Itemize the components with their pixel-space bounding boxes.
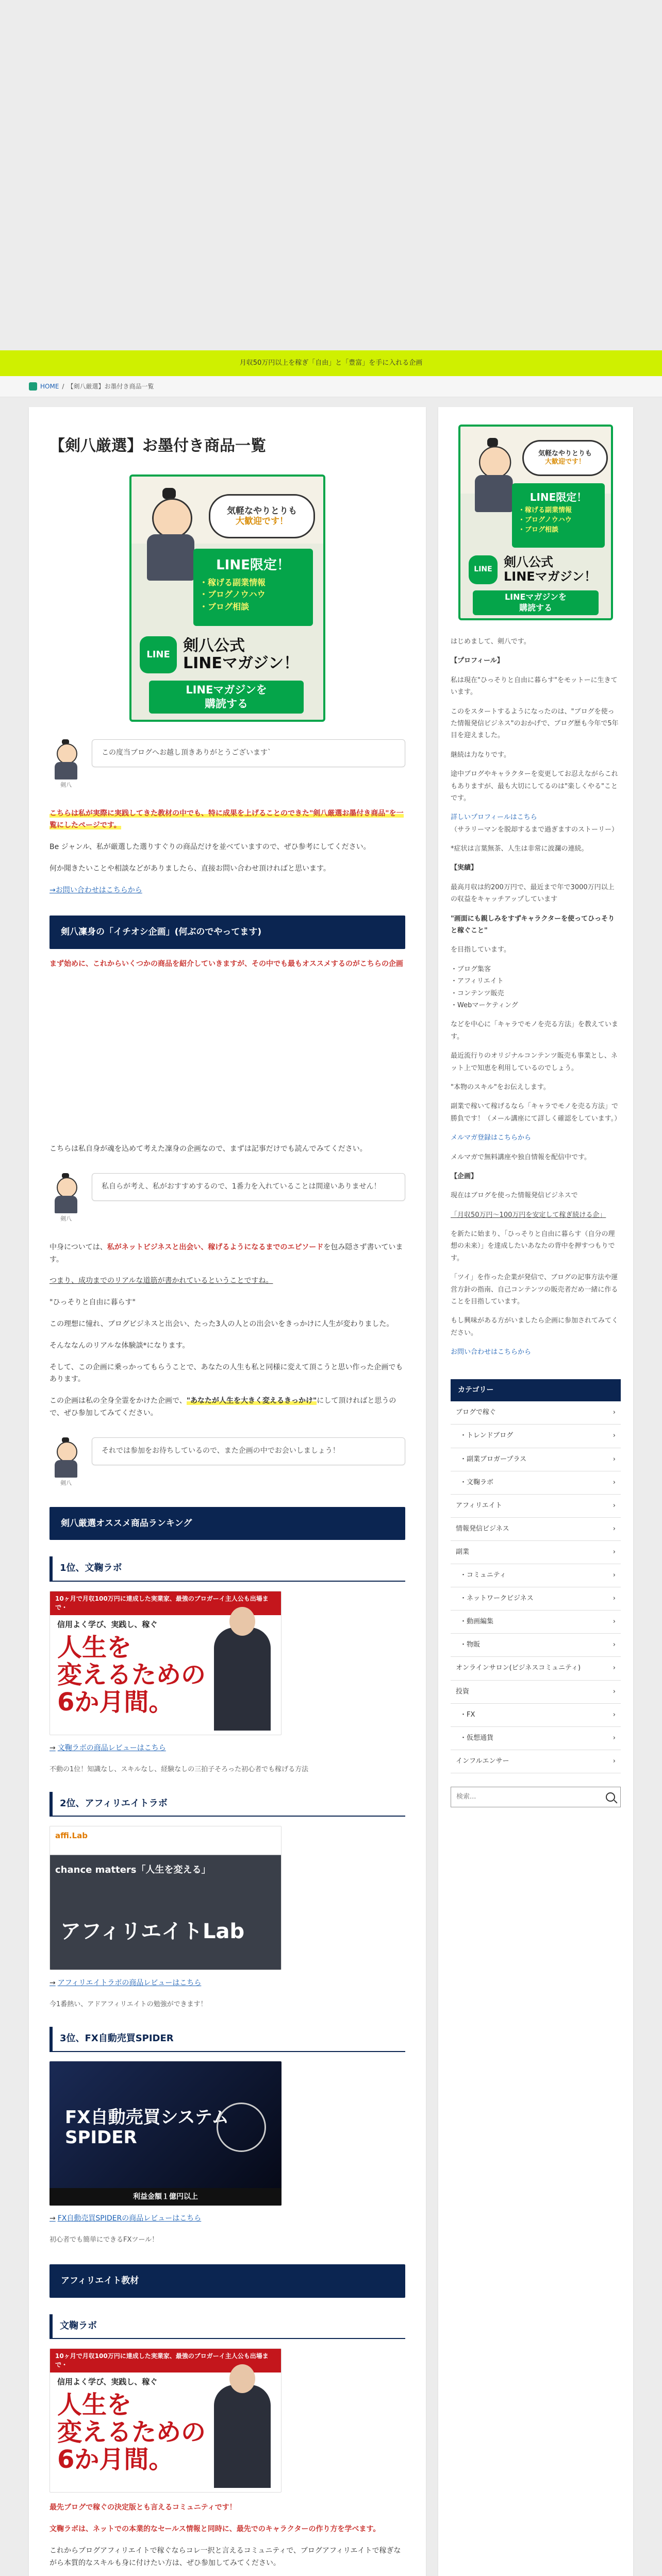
chevron-right-icon: ›: [613, 1432, 616, 1440]
affi-1-heading: 文鞠ラボ: [49, 2314, 405, 2340]
speech-row-1: [49, 739, 405, 790]
avatar-label: 剣八: [60, 1479, 72, 1486]
affi-1-p1-post: は、ネットでの本業的なセールス情報と同時に、最先でのキャラクターの作り方を学べます。: [78, 2525, 380, 2534]
intro-highlight-text: こちらは私が実際に実践してきた教材の中でも、特に成果を上げることのできた"剣八厳選お墨付き商品"を一覧にしたページです。: [49, 809, 404, 830]
speech-line-1: 気軽なやりとりも: [227, 505, 297, 516]
chevron-right-icon: ›: [613, 1641, 616, 1649]
line-limited-box: [512, 483, 605, 548]
speech-line-2: 大歓迎です！: [236, 516, 288, 527]
affi-1-p1-pre: 文鞠ラボ: [49, 2525, 78, 2534]
category-label[interactable]: ・動画編集: [460, 1618, 494, 1626]
rank-3-heading: 3位、FX自動売買SPIDER: [49, 2027, 405, 2052]
affi-1-banner-mid: 信用よく学び、実践し、稼ぐ: [57, 2377, 158, 2386]
line-brand-1: 剣八公式: [504, 555, 553, 570]
category-label[interactable]: 投資: [456, 1687, 470, 1696]
category-item[interactable]: [451, 1611, 621, 1634]
plan-4: 「ツイ」を作った企業が発信で、ブログの記事方法や運営方針の指南、自己コンテンツの販売者だめ一緒に作ることを目指しています。: [451, 1274, 618, 1306]
chevron-right-icon: ›: [613, 1710, 616, 1719]
spider-icon: [217, 2103, 266, 2152]
story-1-pre: 中身については、: [49, 1243, 107, 1251]
affi-1-paragraph-1: [49, 2523, 405, 2536]
embedded-media-area[interactable]: [49, 979, 405, 1134]
avatar: [49, 739, 82, 790]
chevron-right-icon: ›: [613, 1595, 616, 1603]
rank-3-banner-line-1: FX自動売買システム: [65, 2107, 229, 2128]
chevron-right-icon: ›: [613, 1757, 616, 1765]
rank-1-description: 不動の1位！知識なし、スキルなし、経験なしの三拍子そろった初心者でも稼げる方法: [49, 1765, 309, 1773]
contact-link[interactable]: →お問い合わせはこちらから: [49, 886, 142, 894]
category-label[interactable]: オンラインサロン(ビジネスコミュニティ): [456, 1664, 581, 1672]
categories-heading: カテゴリー: [451, 1379, 621, 1402]
rank-1-banner-mid: 信用よく学び、実践し、稼ぐ: [57, 1619, 158, 1629]
category-item[interactable]: [451, 1495, 621, 1518]
profile-2: このをスタートするようになったのは、"ブログを使った情報発信ビジネス"のおかげで、ブログ歴も今年で5年目を迎えました。: [451, 707, 619, 740]
chevron-right-icon: ›: [613, 1409, 616, 1417]
rank-2-review-link[interactable]: → アフィリエイトラボの商品レビューはこちら: [49, 1979, 202, 1988]
chevron-right-icon: ›: [613, 1618, 616, 1626]
breadcrumb-bar: [0, 376, 662, 397]
story-2-underline: つまり、成功までのリアルな道筋が書かれているということですね。: [49, 1277, 273, 1285]
line-benefit-2: ・ブログノウハウ: [518, 516, 572, 524]
line-brand-2: LINEマガジン！: [504, 569, 597, 584]
affi-1-banner-big-2: 変えるための: [57, 2418, 206, 2447]
page-title: 【剣八厳選】お墨付き商品一覧: [49, 437, 266, 455]
samurai-mascot-illustration: [142, 488, 198, 581]
profile-4: 途中ブログやキャラクターを変更してお忍えながらこれもありますが、最も大切にしてるのは"楽しくやる"ことです。: [451, 770, 618, 802]
chevron-right-icon: ›: [613, 1548, 616, 1556]
sidebar-line-banner[interactable]: [458, 425, 613, 620]
category-label[interactable]: ・副業ブロガープラス: [460, 1455, 526, 1463]
speech-bubble: それでは参加をお待ちしているので、また企画の中でお会いしましょう！: [92, 1437, 405, 1465]
line-limited-heading: LINE限定！: [529, 491, 587, 503]
story-7-highlight: "あなたが人生を大きく変えるきっかけ": [186, 1397, 317, 1405]
plan-title: 【企画】: [451, 1172, 478, 1180]
speech-bubble: この度当ブログへお越し頂きありがとうございます`: [92, 739, 405, 767]
breadcrumb-separator: /: [62, 383, 64, 390]
line-magazine-banner[interactable]: [129, 474, 325, 722]
ranking-heading: 剣八厳選オススメ商品ランキング: [49, 1507, 405, 1540]
profile-note: （サラリーマンを脱却するまで過ぎますのストーリー）: [451, 825, 619, 834]
result-3: を目指しています。: [451, 946, 510, 954]
chevron-right-icon: ›: [613, 1524, 616, 1533]
plan-3: を新たに始まり、「ひっそりと自由に暮らす（自分の理想の未来）」を達成したいあなたの背中を押すつもりです。: [451, 1230, 615, 1262]
profile-3: 継続は力なりです。: [451, 751, 510, 759]
line-btn-line-1: LINEマガジンを: [186, 683, 267, 696]
category-label[interactable]: ・コミュニティ: [460, 1571, 506, 1580]
category-item[interactable]: [451, 1448, 621, 1471]
affiliate-heading: アフィリエイト教材: [49, 2264, 405, 2298]
line-brand-row: [140, 636, 299, 673]
chevron-right-icon: ›: [613, 1571, 616, 1580]
person-photo: [214, 2385, 271, 2488]
story-paragraph-2: [49, 1275, 405, 1287]
category-label[interactable]: アフィリエイト: [456, 1501, 502, 1510]
rank-2-banner-big: アフィリエイトLab: [60, 1920, 245, 1944]
category-label[interactable]: ブログで稼ぐ: [456, 1409, 496, 1417]
rank-3-banner[interactable]: [49, 2061, 282, 2206]
skills-list: [451, 963, 621, 1012]
skill-1: ・ブログ集客: [451, 965, 491, 973]
speech-line-2: 大歓迎です！: [544, 458, 585, 466]
category-item[interactable]: [451, 1401, 621, 1425]
intro-highlight: [49, 808, 405, 833]
search-button[interactable]: [601, 1787, 620, 1807]
line-subscribe-button[interactable]: [149, 681, 304, 714]
rank-1-banner-big-1: 人生を: [57, 1633, 132, 1663]
plan-1: 現在はブログを使った情報発信ビジネスで: [451, 1192, 578, 1200]
story-paragraph-4: この理想に憧れ、ブログビジネスと出会い、たった3人の人との出会いをきっかけに人生が変わりました。: [49, 1320, 394, 1329]
line-logo-icon: LINE: [140, 636, 177, 673]
category-item[interactable]: [451, 1704, 621, 1727]
avatar: [49, 1437, 82, 1488]
skill-2: ・アフィリエイト: [451, 977, 504, 986]
rank-3-description: 初心者でも簡単にできるFXツール！: [49, 2235, 159, 2244]
skill-4: ・Webマーケティング: [451, 1001, 518, 1009]
line-brand-row: [469, 555, 597, 584]
rank-3-banner-line-2: SPIDER: [65, 2127, 137, 2148]
line-limited-box: [193, 549, 313, 626]
top-notice-bar[interactable]: [0, 350, 662, 376]
profile-5: *症状は言葉無茶、人生は非常に波瀾の連続。: [451, 845, 588, 853]
story-paragraph-6: そして、この企画に乗っかってもらうことで、あなたの人生も私と同様に変えて頂こうと思い作った企画でもあります。: [49, 1363, 403, 1384]
skill-3: ・コンテンツ販売: [451, 989, 504, 997]
affi-1-paragraph-2: これからブログアフィリエイトで稼ぐならコレ一択と言えるコミュニティで、ブログアフィリエイトで稼ぎながら本質的なスキルも身に付けたい方は、ぜひ参加してみてください。: [49, 2546, 401, 2567]
category-item[interactable]: [451, 1681, 621, 1704]
speech-row-3: [49, 1437, 405, 1488]
rank-1-banner[interactable]: [49, 1591, 282, 1735]
mail-link[interactable]: メルマガ登録はこちらから: [451, 1134, 532, 1142]
speech-bubble: 私自らが考え、私がおすすめするので、1番力を入れていることは間違いありません！: [92, 1173, 405, 1201]
category-label[interactable]: ・FX: [460, 1710, 475, 1719]
affi-1-banner[interactable]: [49, 2348, 282, 2493]
affi-lab-logo: affi.Lab: [55, 1831, 88, 1841]
line-btn-line-2: 購読する: [205, 698, 248, 710]
chevron-right-icon: ›: [613, 1664, 616, 1672]
result-1: 最高月収は約200万円で、最近まで年で3000万円以上の収益をキャッチアップしています: [451, 883, 615, 904]
breadcrumb-home-link[interactable]: HOME: [40, 383, 59, 390]
rank-3-banner-foot: 利益金額１億円以上: [49, 2188, 282, 2206]
home-icon[interactable]: [29, 382, 37, 391]
story-7-pre: この企画は私の全身全霊をかけた企画で、: [49, 1397, 187, 1405]
profile-title: 【プロフィール】: [451, 657, 504, 665]
rank-2-description: 今1番熱い、アドアフィリエイトの勉強ができます！: [49, 2001, 207, 2009]
categories-list: [451, 1401, 621, 1773]
profile-link-row: [451, 811, 621, 836]
category-item[interactable]: [451, 1518, 621, 1541]
rank-3-review-link[interactable]: → FX自動売買SPIDERの商品レビューはこちら: [49, 2214, 202, 2223]
plan-5: もし興味がある方がいましたら企画に参加されてみてください。: [451, 1317, 619, 1337]
sidebar-search: [451, 1787, 621, 1807]
plan-2: [451, 1209, 621, 1221]
line-limited-heading: LINE限定！: [216, 557, 290, 573]
line-brand-1: 剣八公式: [183, 636, 245, 655]
story-paragraph-1: [49, 1242, 405, 1266]
avatar: [49, 1173, 82, 1224]
result-7: 副業で稼いて稼げるなら「キャラでモノを売る方法」で勝負です！（メール講座にて詳しく確認をしています。）: [451, 1103, 621, 1123]
chevron-right-icon: ›: [613, 1501, 616, 1510]
line-logo-icon: LINE: [469, 555, 498, 584]
category-item[interactable]: [451, 1634, 621, 1657]
intro-paragraph-2: Be ジャンル、私が厳選した選りすぐりの商品だけを並べていますので、ぜひ参考にしてください。: [49, 843, 371, 852]
rank-1-banner-big-2: 変えるための: [57, 1660, 206, 1689]
samurai-mascot-illustration: [471, 438, 516, 512]
rank-1-review-link-text[interactable]: 文鞠ラボの商品レビューはこちら: [57, 1743, 166, 1752]
search-icon: [606, 1792, 615, 1802]
profile-link[interactable]: 詳しいプロフィールはこちら: [451, 814, 537, 822]
affi-1-banner-big-1: 人生を: [57, 2391, 132, 2420]
category-label[interactable]: ・トレンドブログ: [460, 1432, 514, 1440]
rank-2-banner[interactable]: [49, 1826, 282, 1970]
category-label[interactable]: 情報発信ビジネス: [456, 1524, 509, 1533]
chevron-right-icon: ›: [613, 1478, 616, 1486]
main-article: [29, 407, 426, 2576]
line-benefit-2: ・ブログノウハウ: [200, 589, 266, 600]
rank-1-review-link[interactable]: → 文鞠ラボの商品レビューはこちら: [49, 1743, 166, 1752]
line-btn-line-1: LINEマガジンを: [504, 592, 567, 602]
result-title: 【実績】: [451, 864, 478, 872]
rank-2-heading: 2位、アフィリエイトラボ: [49, 1792, 405, 1817]
breadcrumb: [29, 381, 154, 392]
story-1-emphasis: 私がネットビジネスと出会い、稼げるようになるまでのエピソード: [107, 1243, 324, 1251]
category-item[interactable]: [451, 1471, 621, 1495]
chevron-right-icon: ›: [613, 1687, 616, 1696]
affi-1-banner-top: 10ヶ月で月収100万円に達成した実業家、最強のブロガーイ主人公も出場まで・: [50, 2349, 281, 2372]
category-item[interactable]: [451, 1425, 621, 1448]
line-benefit-3: ・ブログ相談: [518, 526, 559, 534]
result-5: 最近流行りのオリジナルコンテンツ販売も事業とし、ネット上で知恵を利用しているのでしょう。: [451, 1052, 618, 1072]
speech-line-1: 気軽なやりとりも: [538, 450, 592, 458]
category-item[interactable]: [451, 1541, 621, 1564]
affi-1-banner-big-3: 6か月間。: [57, 2445, 174, 2475]
rank-2-review-link-text[interactable]: アフィリエイトラボの商品レビューはこちら: [57, 1979, 202, 1988]
plan-contact-link[interactable]: お問い合わせはこちらから: [451, 1348, 532, 1357]
category-item[interactable]: [451, 1587, 621, 1611]
section-heading-recommended-plan: 剣八凜身の「イチオシ企画」(何ぶのでやってます): [49, 916, 405, 949]
result-8: メルマガで無料講座や独自情報を配信中です。: [451, 1153, 591, 1161]
category-label[interactable]: ・仮想通貨: [460, 1734, 494, 1742]
avatar-label: 剣八: [60, 1215, 72, 1223]
breadcrumb-current: 【剣八厳選】お墨付き商品一覧: [67, 383, 154, 390]
result-2: "画面にも親しみをすずキャラクターを使ってひっそりと稼ぐこと": [451, 914, 615, 935]
story-paragraph-7: [49, 1395, 405, 1420]
sidebar-greeting: はじめまして、剣八です。: [451, 638, 531, 646]
category-item[interactable]: [451, 1564, 621, 1587]
profile-1: 私は現在"ひっそりと自由に暮らす"をモットーに生きています。: [451, 676, 618, 697]
category-label[interactable]: 副業: [456, 1548, 470, 1556]
rank-3-review-link-text[interactable]: FX自動売買SPIDERの商品レビューはこちら: [57, 2214, 202, 2223]
search-input[interactable]: [451, 1787, 601, 1807]
category-item[interactable]: [451, 1657, 621, 1680]
rank-1-banner-big-3: 6か月間。: [57, 1687, 174, 1717]
chevron-right-icon: ›: [613, 1455, 616, 1463]
category-label[interactable]: ・文鞠ラボ: [460, 1478, 494, 1486]
line-subscribe-button[interactable]: [473, 590, 599, 615]
plan-2-underline: 「月収50万円〜100万円を安定して稼ぎ続ける企」: [451, 1211, 606, 1219]
line-btn-line-2: 購読する: [519, 603, 552, 613]
story-paragraph-5: そんななんのリアルな体験談*になります。: [49, 1341, 190, 1350]
result-6: "本物のスキル"をお伝えします。: [451, 1083, 550, 1091]
rank-2-banner-sub: chance matters「人生を変える」: [55, 1865, 211, 1876]
rank-1-banner-top: 10ヶ月で月収100万円に達成した実業家、最強のブロガーイ主人公も出場まで・: [50, 1591, 281, 1615]
chevron-right-icon: ›: [613, 1734, 616, 1742]
category-item[interactable]: [451, 1727, 621, 1750]
banner-speech-bubble: [209, 494, 315, 538]
category-item[interactable]: [451, 1750, 621, 1773]
story-1-post: を包み隠さず書いています。: [49, 1243, 403, 1264]
section-1-paragraph: こちらは私自身が魂を込めて考えた凜身の企画なので、まずは記事だけでも読んでみてください。: [49, 1145, 367, 1154]
story-7-post: にして頂ければと思うので、ぜひ参加してみてください。: [49, 1397, 396, 1418]
banner-speech-bubble: [522, 440, 608, 476]
sidebar: [438, 407, 633, 2576]
category-label[interactable]: ・ネットワークビジネス: [460, 1595, 534, 1603]
line-benefit-1: ・稼げる副業情報: [518, 506, 572, 514]
section-1-lead: まず始めに、これからいくつかの商品を紹介していきますが、その中でも最もオススメするのがこちらの企画: [49, 959, 403, 968]
result-4: などを中心に「キャラでモノを売る方法」を教えています。: [451, 1021, 618, 1041]
intro-paragraph-3: 何か聞きたいことや相談などがありましたら、直接お問い合わせ頂ければと思います。: [49, 865, 330, 873]
person-photo: [214, 1628, 271, 1731]
speech-row-2: [49, 1173, 405, 1224]
line-benefit-1: ・稼げる副業情報: [200, 578, 266, 588]
story-paragraph-3: "ひっそりと自由に暮らす": [49, 1298, 136, 1307]
top-notice-text[interactable]: 月収50万円以上を稼ぎ「自由」と「豊富」を手に入れる企画: [239, 359, 423, 367]
line-brand-2: LINEマガジン！: [183, 654, 300, 672]
affi-1-lead: 最先ブログで稼ぐの決定版とも言えるコミュニティです！: [49, 2503, 237, 2512]
category-label[interactable]: ・物販: [460, 1641, 481, 1649]
avatar-label: 剣八: [60, 782, 72, 788]
line-benefit-3: ・ブログ相談: [200, 601, 250, 612]
rank-1-heading: 1位、文鞠ラボ: [49, 1556, 405, 1582]
category-label[interactable]: インフルエンサー: [456, 1757, 509, 1765]
